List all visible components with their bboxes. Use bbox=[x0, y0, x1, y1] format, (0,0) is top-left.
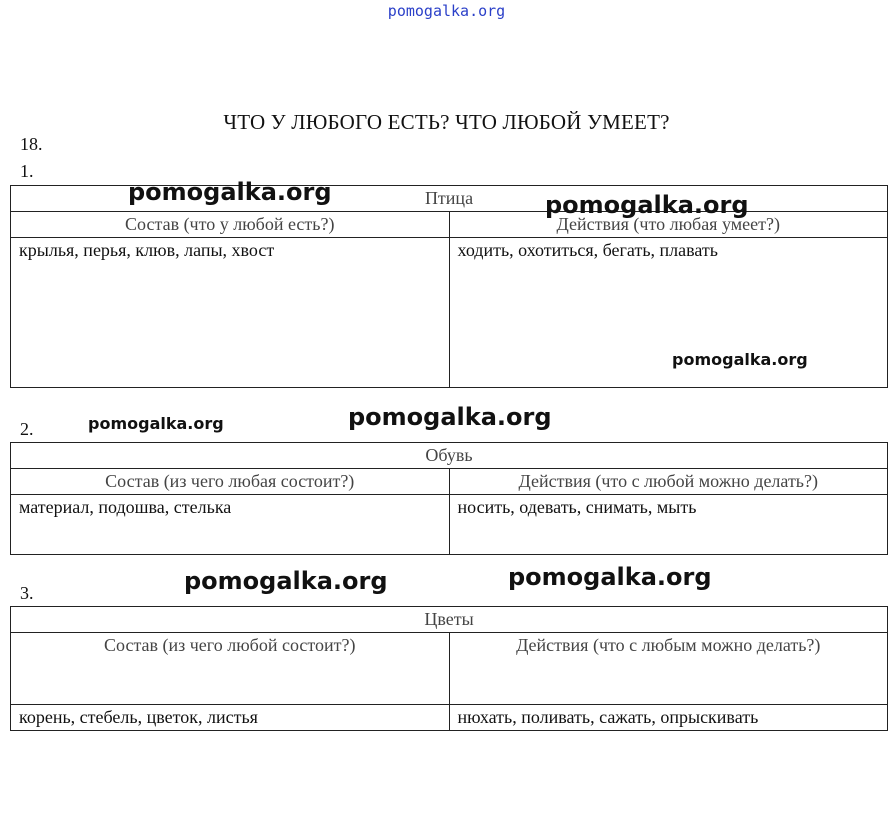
watermark: pomogalka.org bbox=[508, 563, 712, 591]
watermark: pomogalka.org bbox=[128, 178, 332, 206]
table-3-right-answer: нюхать, поливать, сажать, опрыскивать bbox=[449, 705, 888, 731]
table-1-right-answer: ходить, охотиться, бегать, плавать bbox=[449, 238, 888, 388]
watermark: pomogalka.org bbox=[184, 567, 388, 595]
table-1-left-header: Состав (что у любой есть?) bbox=[11, 212, 450, 238]
table-1-title: Птица bbox=[11, 186, 888, 212]
site-link[interactable]: pomogalka.org bbox=[387, 2, 506, 20]
table-2-left-header: Состав (из чего любая состоит?) bbox=[11, 469, 450, 495]
task-number: 18. bbox=[20, 134, 43, 154]
table-2-number: 2. bbox=[20, 419, 34, 439]
table-1-left-answer: крылья, перья, клюв, лапы, хвост bbox=[11, 238, 450, 388]
watermark: pomogalka.org bbox=[672, 350, 808, 369]
table-3-number: 3. bbox=[20, 583, 34, 603]
table-1-right-header: Действия (что любая умеет?) bbox=[449, 212, 888, 238]
table-3-title: Цветы bbox=[11, 607, 888, 633]
watermark: pomogalka.org bbox=[88, 414, 224, 433]
table-2-right-header: Действия (что с любой можно делать?) bbox=[449, 469, 888, 495]
table-3-right-header: Действия (что с любым можно делать?) bbox=[449, 633, 888, 705]
table-3-left-answer: корень, стебель, цветок, листья bbox=[11, 705, 450, 731]
table-1-number: 1. bbox=[20, 161, 34, 181]
worksheet-heading: ЧТО У ЛЮБОГО ЕСТЬ? ЧТО ЛЮБОЙ УМЕЕТ? bbox=[223, 110, 670, 134]
table-3-left-header: Состав (из чего любой состоит?) bbox=[11, 633, 450, 705]
table-2 bbox=[10, 442, 888, 555]
table-3 bbox=[10, 606, 888, 731]
watermark: pomogalka.org bbox=[545, 191, 749, 219]
table-2-right-answer: носить, одевать, снимать, мыть bbox=[449, 495, 888, 555]
table-2-title: Обувь bbox=[11, 443, 888, 469]
table-2-left-answer: материал, подошва, стелька bbox=[11, 495, 450, 555]
watermark: pomogalka.org bbox=[348, 403, 552, 431]
